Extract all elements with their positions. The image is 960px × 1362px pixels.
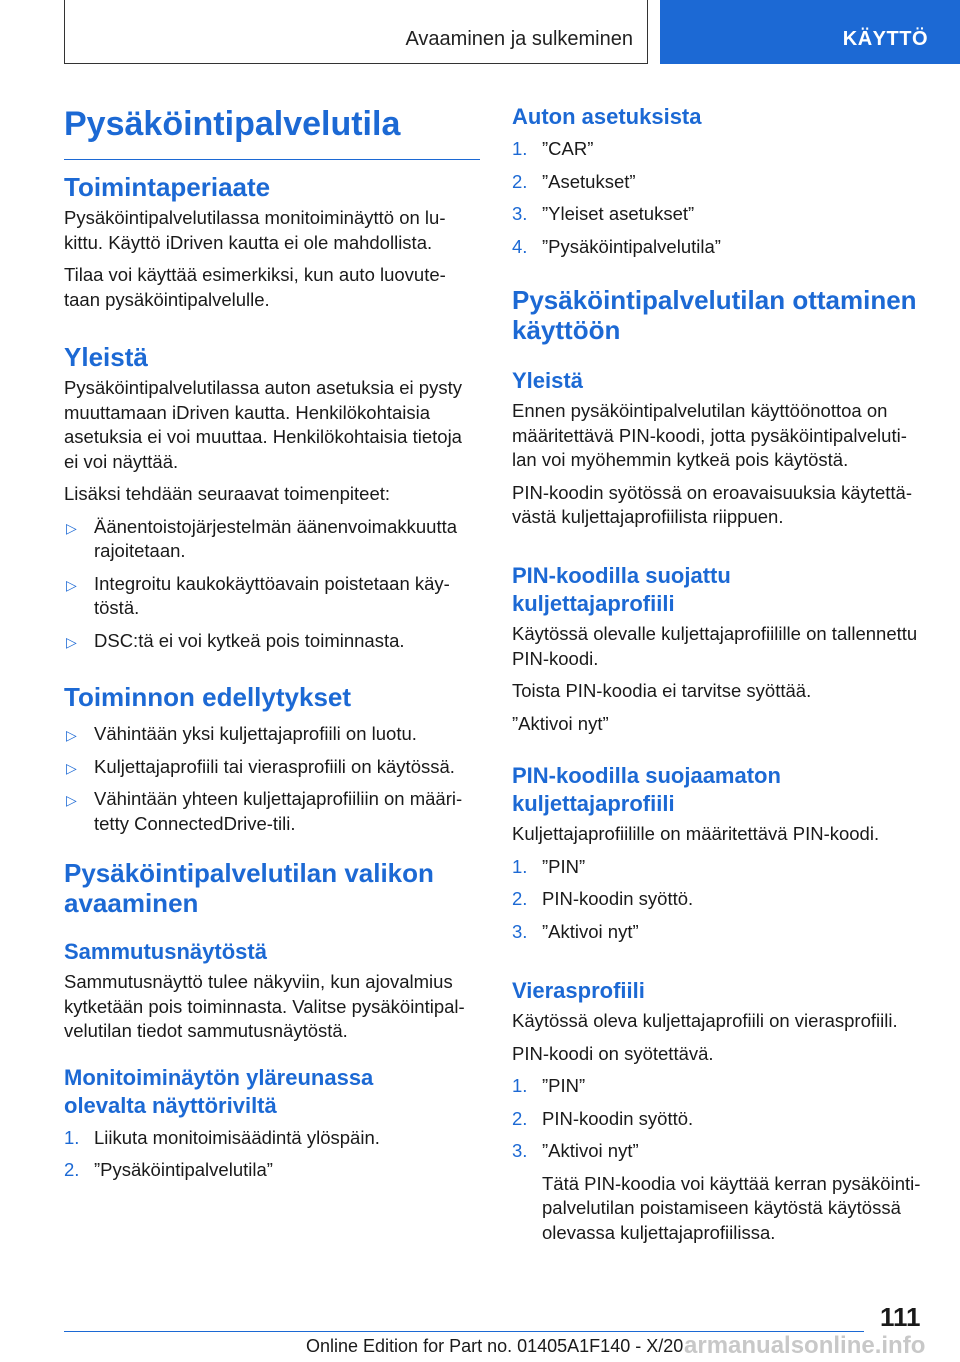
open-menu-heading: Pysäköintipalvelutilan valikon avaaminen bbox=[64, 858, 434, 918]
display-row-steps bbox=[64, 1126, 480, 1183]
guest-steps bbox=[512, 1074, 928, 1164]
enable-paragraph-1: Ennen pysäköintipalvelutilan käyttöönottoa on määritettävä PIN-koodi, jotta pysäköintipalveluti- lan voi myöhemmin kytkeä pois käytöstä. bbox=[512, 400, 907, 470]
list-item: 3. ”Aktivoi nyt” bbox=[512, 1140, 639, 1161]
guest-paragraph-2: PIN-koodi on syötettävä. bbox=[512, 1042, 714, 1064]
list-item: 1. Liikuta monitoimisäädintä ylöspäin. bbox=[64, 1126, 380, 1148]
triangle-bullet-icon: ▷ bbox=[66, 633, 77, 650]
header-chapter-tab bbox=[660, 0, 960, 64]
triangle-bullet-icon: ▷ bbox=[66, 727, 77, 743]
header-section-box bbox=[64, 0, 648, 64]
footer-edition: Online Edition for Part no. 01405A1F140 - X/20 bbox=[306, 1336, 684, 1356]
car-settings-section bbox=[512, 103, 928, 259]
unprotected-paragraph: Kuljettajaprofiilille on määritettävä PIN-koodi. bbox=[512, 823, 880, 844]
list-item: 1. ”PIN” bbox=[512, 1075, 586, 1096]
header-chapter-label: KÄYTTÖ bbox=[842, 28, 928, 50]
list-item: 1. ”CAR” bbox=[512, 138, 594, 159]
protected-paragraph-1: Käytössä olevalle kuljettajaprofiilille on tallennettu PIN-koodi. bbox=[512, 623, 918, 669]
general-bullet-list bbox=[64, 515, 480, 654]
protected-paragraph-3: ”Aktivoi nyt” bbox=[512, 712, 609, 734]
list-item: ▷ Äänentoistojärjestelmän äänenvoimakkuutta rajoitetaan. bbox=[66, 515, 458, 561]
header-section-title: Avaaminen ja sulkeminen bbox=[405, 28, 633, 50]
shutdown-screen-paragraph: Sammutusnäyttö tulee näkyviin, kun ajovalmius kytketään pois toiminnasta. Valitse pysäköintipal- velutilan tiedot sammutusnäytöstä. bbox=[64, 971, 465, 1041]
list-item: 2. ”Asetukset” bbox=[512, 170, 636, 192]
guest-profile-heading: Vierasprofiili bbox=[512, 978, 645, 1003]
list-item: 2. ”Pysäköintipalvelutila” bbox=[64, 1159, 273, 1180]
principle-heading: Toimintaperiaate bbox=[64, 172, 271, 202]
open-menu-section bbox=[64, 858, 480, 1183]
watermark: armanualsonline.info bbox=[684, 1332, 926, 1359]
list-item: 3. ”Yleiset asetukset” bbox=[512, 203, 695, 224]
protected-profile-section bbox=[512, 562, 928, 736]
enable-section bbox=[512, 285, 928, 530]
page-number: 111 bbox=[880, 1302, 921, 1332]
principle-section bbox=[64, 172, 480, 312]
list-item: 2. PIN-koodin syöttö. bbox=[512, 1107, 694, 1129]
list-item: ▷ Vähintään yksi kuljettajaprofiili on luotu. bbox=[64, 722, 480, 747]
protected-profile-heading: PIN-koodilla suojattu kuljettajaprofiili bbox=[512, 563, 731, 616]
requirements-heading: Toiminnon edellytykset bbox=[64, 682, 352, 712]
unprotected-profile-heading: PIN-koodilla suojaamaton kuljettajaprofiili bbox=[512, 763, 781, 816]
shutdown-screen-heading: Sammutusnäytöstä bbox=[64, 939, 267, 964]
unprotected-steps bbox=[512, 855, 928, 945]
guest-paragraph-1: Käytössä oleva kuljettajaprofiili on vierasprofiili. bbox=[512, 1010, 898, 1031]
title-divider bbox=[64, 159, 480, 160]
protected-paragraph-2: Toista PIN-koodia ei tarvitse syöttää. bbox=[512, 680, 812, 701]
display-row-heading: Monitoiminäytön yläreunassa olevalta näyttöriviltä bbox=[64, 1064, 374, 1118]
requirements-section bbox=[64, 682, 480, 836]
requirements-bullet-list bbox=[64, 722, 480, 836]
general-paragraph-2: Lisäksi tehdään seuraavat toimenpiteet: bbox=[64, 483, 391, 504]
triangle-bullet-icon: ▷ bbox=[66, 576, 77, 593]
list-item: 2. PIN-koodin syöttö. bbox=[512, 888, 694, 909]
enable-general-heading: Yleistä bbox=[512, 368, 583, 393]
enable-heading: Pysäköintipalvelutilan ottaminen käyttöön bbox=[512, 285, 917, 345]
principle-paragraph-1: Pysäköintipalvelutilassa monitoiminäyttö on lu- kittu. Käyttö iDriven kautta ei ole mahdollista. bbox=[64, 207, 446, 253]
list-item: 4. ”Pysäköintipalvelutila” bbox=[512, 235, 721, 257]
unprotected-profile-section bbox=[512, 762, 928, 944]
triangle-bullet-icon: ▷ bbox=[66, 759, 77, 776]
list-item: ▷ Vähintään yhteen kuljettajaprofiiliin on määri- tetty ConnectedDrive-tili. bbox=[66, 788, 463, 834]
list-item: 1. ”PIN” bbox=[512, 855, 586, 877]
list-item: ▷ DSC:tä ei voi kytkeä pois toiminnasta. bbox=[64, 629, 480, 654]
general-section bbox=[64, 342, 480, 653]
car-settings-steps bbox=[512, 137, 928, 259]
guest-profile-section bbox=[512, 977, 928, 1245]
car-settings-heading: Auton asetuksista bbox=[512, 104, 702, 129]
list-item: ▷ Kuljettajaprofiili tai vierasprofiili on käytössä. bbox=[64, 755, 480, 780]
list-item: ▷ Integroitu kaukokäyttöavain poistetaan käy- töstä. bbox=[66, 572, 450, 618]
guest-note: Tätä PIN-koodia voi käyttää kerran pysäköinti- palvelutilan poistamiseen käytöstä käytössä olevassa kuljettajaprofiilissa. bbox=[542, 1172, 921, 1243]
list-item: 3. ”Aktivoi nyt” bbox=[512, 920, 639, 942]
triangle-bullet-icon: ▷ bbox=[66, 792, 77, 808]
page-title: Pysäköintipalvelutila bbox=[64, 105, 401, 143]
enable-paragraph-2: PIN-koodin syötössä on eroavaisuuksia käytettä- västä kuljettajaprofiilista riippuen. bbox=[512, 481, 913, 527]
triangle-bullet-icon: ▷ bbox=[66, 519, 77, 536]
general-paragraph-1: Pysäköintipalvelutilassa auton asetuksia ei pysty muuttamaan iDriven kautta. Henkilökohtaisia asetuksia ei voi muuttaa. Henkilökohtaisia tietoja ei voi näyttää. bbox=[64, 377, 462, 472]
general-heading: Yleistä bbox=[64, 342, 148, 372]
principle-paragraph-2: Tilaa voi käyttää esimerkiksi, kun auto luovute- taan pysäköintipalvelulle. bbox=[64, 264, 446, 310]
